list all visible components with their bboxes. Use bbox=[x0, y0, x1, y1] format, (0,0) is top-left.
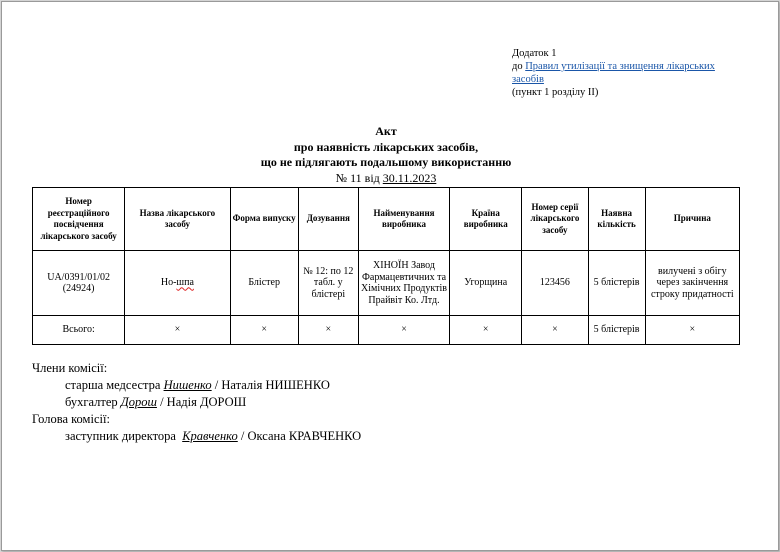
chair-name: / Оксана КРАВЧЕНКО bbox=[237, 429, 362, 443]
table-row bbox=[33, 251, 740, 316]
title-line-2: про наявність лікарських засобів, bbox=[293, 139, 479, 154]
annex-line: Додаток 1 bbox=[512, 48, 557, 59]
reg-number-cell: UA/0391/01/02 (24924) bbox=[33, 251, 125, 316]
total-mark-cell: × bbox=[125, 316, 230, 345]
medicines-table bbox=[32, 187, 740, 345]
chair-signature: Кравченко bbox=[182, 429, 238, 443]
manufacturer-cell: ХІНОЇН Завод Фармацевтичних та Хімічних Продуктів Прайвіт Ко. Лтд. bbox=[358, 251, 449, 316]
chair-role: заступник директора bbox=[65, 429, 183, 443]
header-cell: Найменування виробника bbox=[358, 188, 449, 251]
title-line-3: що не підлягають подальшому використанню bbox=[260, 155, 512, 169]
rules-link[interactable]: Правил утилізації та знищення лікарських засобів bbox=[512, 61, 715, 85]
annex-block bbox=[512, 47, 742, 99]
quantity-cell: 5 блістерів bbox=[588, 251, 645, 316]
member-name: / Наталія НИШЕНКО bbox=[211, 378, 330, 392]
header-cell: Країна виробника bbox=[450, 188, 522, 251]
medicine-name-prefix: Но- bbox=[160, 277, 177, 289]
member-line bbox=[32, 377, 361, 394]
member-signature: Дорош bbox=[120, 395, 157, 409]
title-line-1: Акт bbox=[375, 124, 397, 138]
act-number: № 11 від bbox=[335, 170, 383, 185]
table-header-row bbox=[33, 188, 740, 251]
act-date: 30.11.2023 bbox=[382, 170, 437, 185]
document-page bbox=[1, 1, 779, 551]
act-title bbox=[2, 124, 770, 186]
chair-label: Голова комісії: bbox=[32, 412, 110, 426]
total-mark-cell: × bbox=[358, 316, 449, 345]
reason-cell: вилучені з обігу через закінчення строку придатності bbox=[645, 251, 739, 316]
member-role: старша медсестра bbox=[65, 378, 164, 392]
annex-prefix: до bbox=[512, 61, 526, 72]
dosage-cell: № 12: по 12 табл. у блістері bbox=[298, 251, 358, 316]
medicine-name-suffix: шпа bbox=[176, 277, 194, 289]
total-mark-cell: × bbox=[298, 316, 358, 345]
total-label-cell: Всього: bbox=[33, 316, 125, 345]
form-cell: Блістер bbox=[230, 251, 298, 316]
series-cell: 123456 bbox=[522, 251, 588, 316]
header-cell: Форма випуску bbox=[230, 188, 298, 251]
annex-section-ref: (пункт 1 розділу ІІ) bbox=[512, 87, 599, 98]
total-mark-cell: × bbox=[645, 316, 739, 345]
medicine-name-cell bbox=[125, 251, 230, 316]
header-cell: Причина bbox=[645, 188, 739, 251]
header-cell: Наявна кількість bbox=[588, 188, 645, 251]
header-cell: Номер реєстраційного посвідчення лікарського засобу bbox=[33, 188, 125, 251]
country-cell: Угорщина bbox=[450, 251, 522, 316]
member-role: бухгалтер bbox=[65, 395, 121, 409]
members-label: Члени комісії: bbox=[32, 361, 108, 375]
member-name: / Надія ДОРОШ bbox=[156, 395, 247, 409]
total-row bbox=[33, 316, 740, 345]
total-mark-cell: × bbox=[522, 316, 588, 345]
chair-line bbox=[32, 428, 361, 445]
member-line bbox=[32, 394, 361, 411]
header-cell: Дозування bbox=[298, 188, 358, 251]
header-cell: Назва лікарського засобу bbox=[125, 188, 230, 251]
member-signature: Нишенко bbox=[163, 378, 212, 392]
header-cell: Номер серії лікарського засобу bbox=[522, 188, 588, 251]
total-mark-cell: × bbox=[450, 316, 522, 345]
total-quantity-cell: 5 блістерів bbox=[588, 316, 645, 345]
total-mark-cell: × bbox=[230, 316, 298, 345]
signatures-block bbox=[32, 360, 361, 445]
